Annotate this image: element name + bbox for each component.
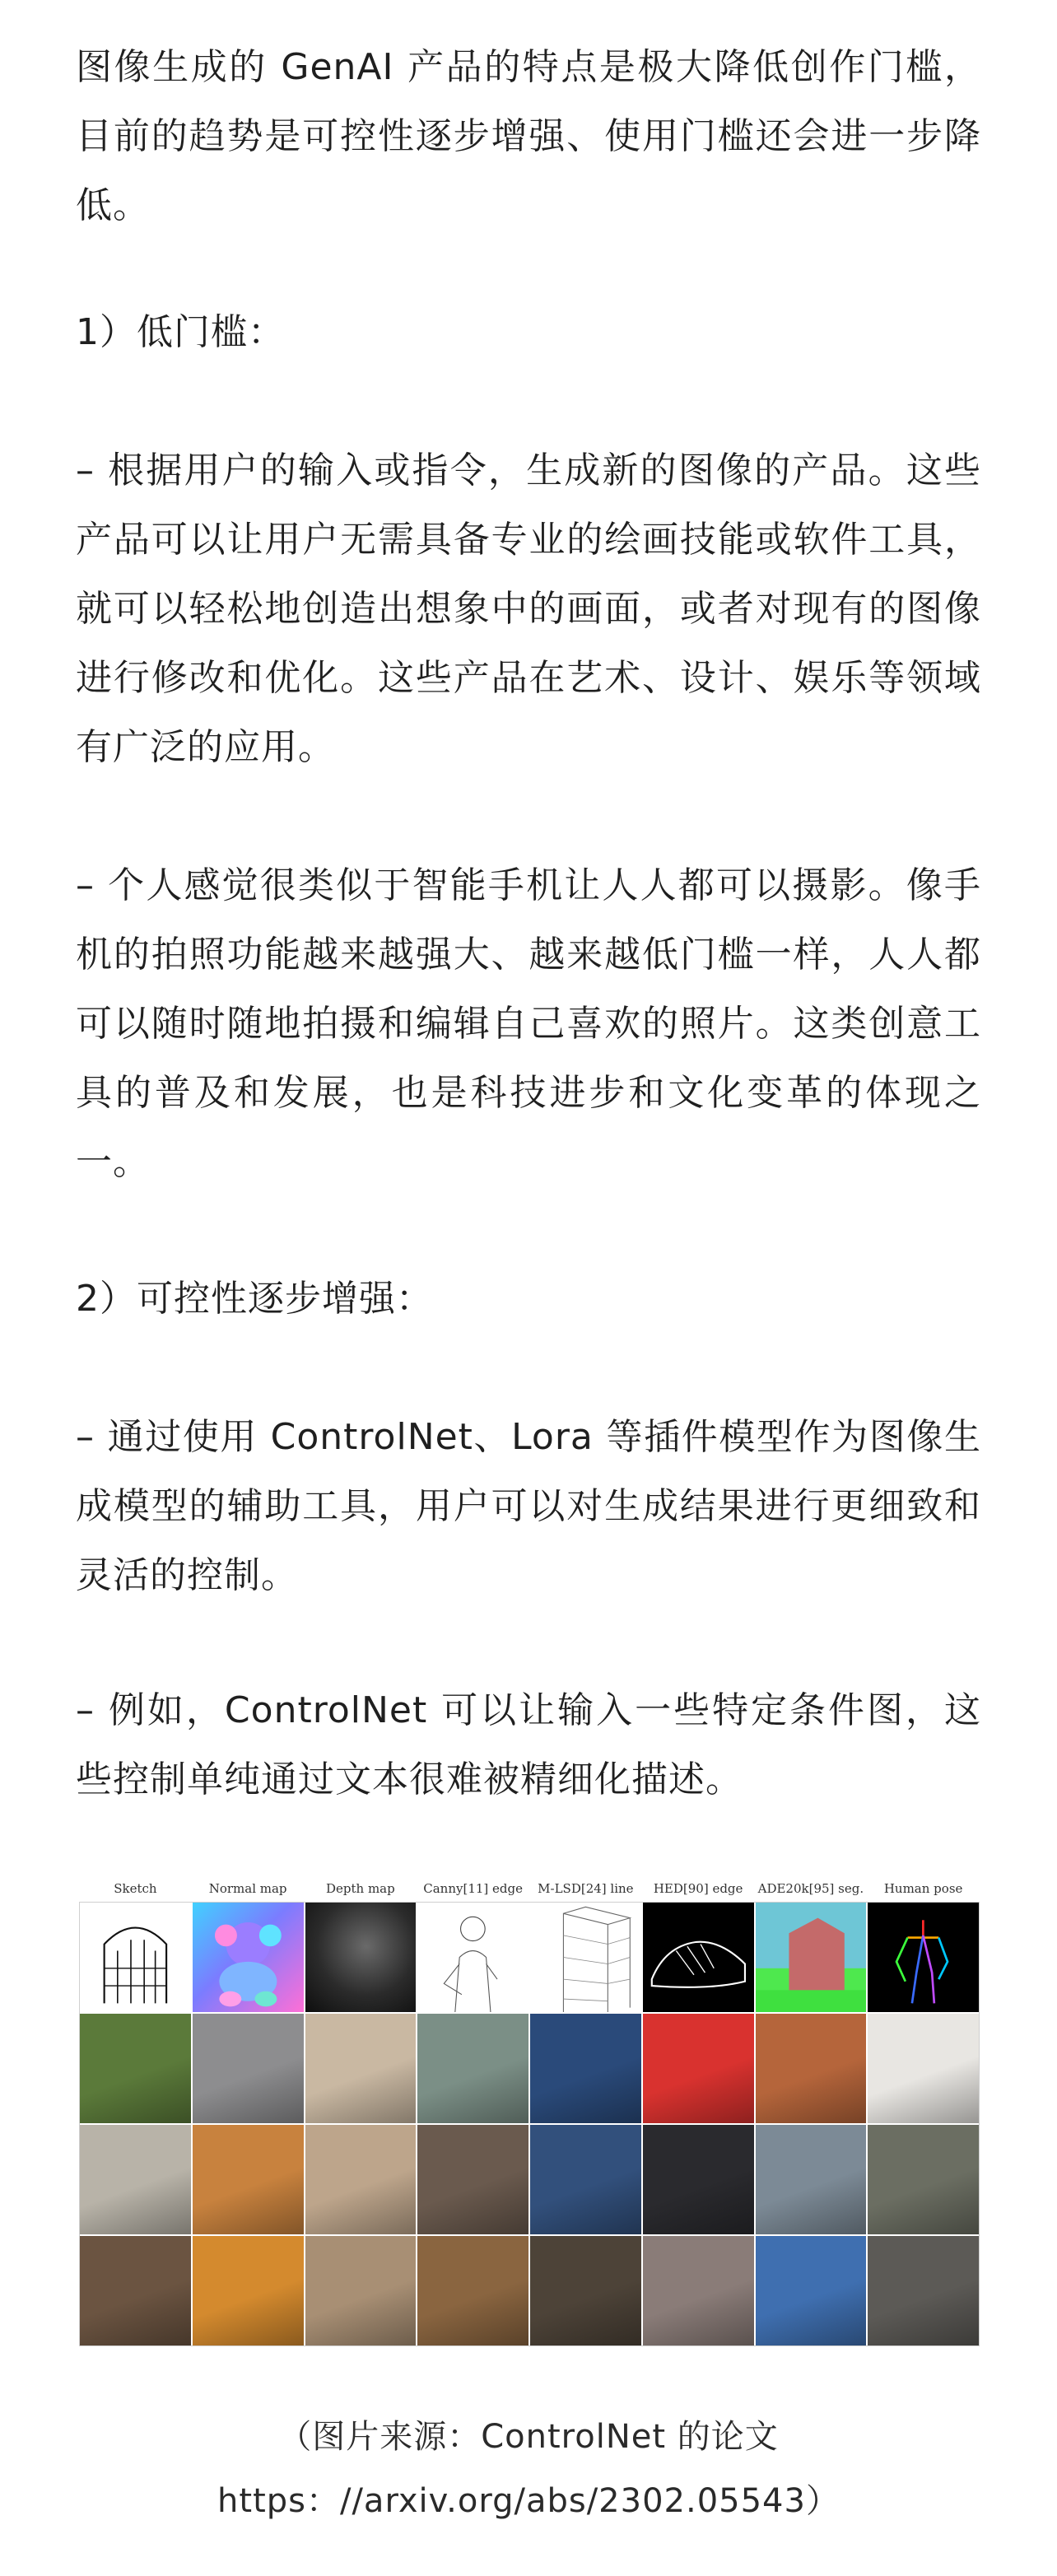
intro-paragraph: 图像生成的 GenAI 产品的特点是极大降低创作门槛，目前的趋势是可控性逐步增强、使用门槛还会进一步降低。	[76, 46, 981, 226]
generated-result-image	[756, 2125, 867, 2234]
section2-heading: 2）可控性逐步增强：	[76, 1278, 433, 1320]
controlnet-figure	[79, 1875, 980, 2346]
generated-result-image	[868, 2236, 979, 2345]
hed-edge-condition-image	[643, 1903, 754, 2012]
generated-result-image	[756, 2014, 867, 2123]
section2-paragraph-1: – 通过使用 ControlNet、Lora 等插件模型作为图像生成模型的辅助工具，用户可以对生成结果进行更细致和灵活的控制。	[76, 1416, 981, 1596]
column-header-hed-edge: HED[90] edge	[653, 1881, 743, 1896]
figure-image-grid	[79, 1902, 980, 2346]
section1-paragraph-2: – 个人感觉很类似于智能手机让人人都可以摄影。像手机的拍照功能越来越强大、越来越低门槛一样，人人都可以随时随地拍摄和编辑自己喜欢的照片。这类创意工具的普及和发展，也是科技进步和文化变革的体现之一。	[76, 864, 981, 1183]
section2-paragraph-2: – 例如，ControlNet 可以让输入一些特定条件图，这些控制单纯通过文本很难被精细化描述。	[76, 1689, 981, 1800]
generated-result-image	[193, 2125, 304, 2234]
figure-column-headers	[79, 1875, 980, 1902]
generated-result-image	[530, 2125, 641, 2234]
generated-result-image	[417, 2236, 528, 2345]
canny-edge-condition-image	[417, 1903, 528, 2012]
generated-result-image	[305, 2236, 417, 2345]
column-header-depth-map: Depth map	[326, 1881, 395, 1896]
mlsd-line-condition-image	[530, 1903, 641, 2012]
generated-result-image	[530, 2236, 641, 2345]
generated-result-image	[193, 2014, 304, 2123]
normal-map-condition-image	[193, 1903, 304, 2012]
generated-result-image	[305, 2125, 417, 2234]
generated-result-image	[643, 2014, 754, 2123]
generated-result-image	[417, 2014, 528, 2123]
figure-caption-url: https：//arxiv.org/abs/2302.05543）	[217, 2482, 840, 2520]
column-header-mlsd-line: M-LSD[24] line	[538, 1881, 634, 1896]
column-header-canny-edge: Canny[11] edge	[423, 1881, 523, 1896]
generated-result-image	[643, 2125, 754, 2234]
generated-result-image	[80, 2236, 191, 2345]
ade20k-seg-condition-image	[756, 1903, 867, 2012]
generated-result-image	[80, 2125, 191, 2234]
column-header-normal-map: Normal map	[208, 1881, 287, 1896]
generated-result-image	[305, 2014, 417, 2123]
generated-result-image	[417, 2125, 528, 2234]
column-header-human-pose: Human pose	[883, 1881, 963, 1896]
column-header-sketch: Sketch	[114, 1881, 157, 1896]
generated-result-image	[756, 2236, 867, 2345]
depth-map-condition-image	[305, 1903, 417, 2012]
generated-result-image	[868, 2125, 979, 2234]
section1-paragraph-1: – 根据用户的输入或指令，生成新的图像的产品。这些产品可以让用户无需具备专业的绘画技能或软件工具，就可以轻松地创造出想象中的画面，或者对现有的图像进行修改和优化。这些产品在艺术、设计、娱乐等领域有广泛的应用。	[76, 450, 981, 768]
column-header-ade20k-seg: ADE20k[95] seg.	[757, 1881, 864, 1896]
section1-heading: 1）低门槛：	[76, 311, 285, 353]
generated-result-image	[868, 2014, 979, 2123]
human-pose-condition-image	[868, 1903, 979, 2012]
figure-caption-source: （图片来源：ControlNet 的论文	[278, 2418, 779, 2456]
sketch-condition-image	[80, 1903, 191, 2012]
generated-result-image	[643, 2236, 754, 2345]
generated-result-image	[193, 2236, 304, 2345]
generated-result-image	[80, 2014, 191, 2123]
generated-result-image	[530, 2014, 641, 2123]
